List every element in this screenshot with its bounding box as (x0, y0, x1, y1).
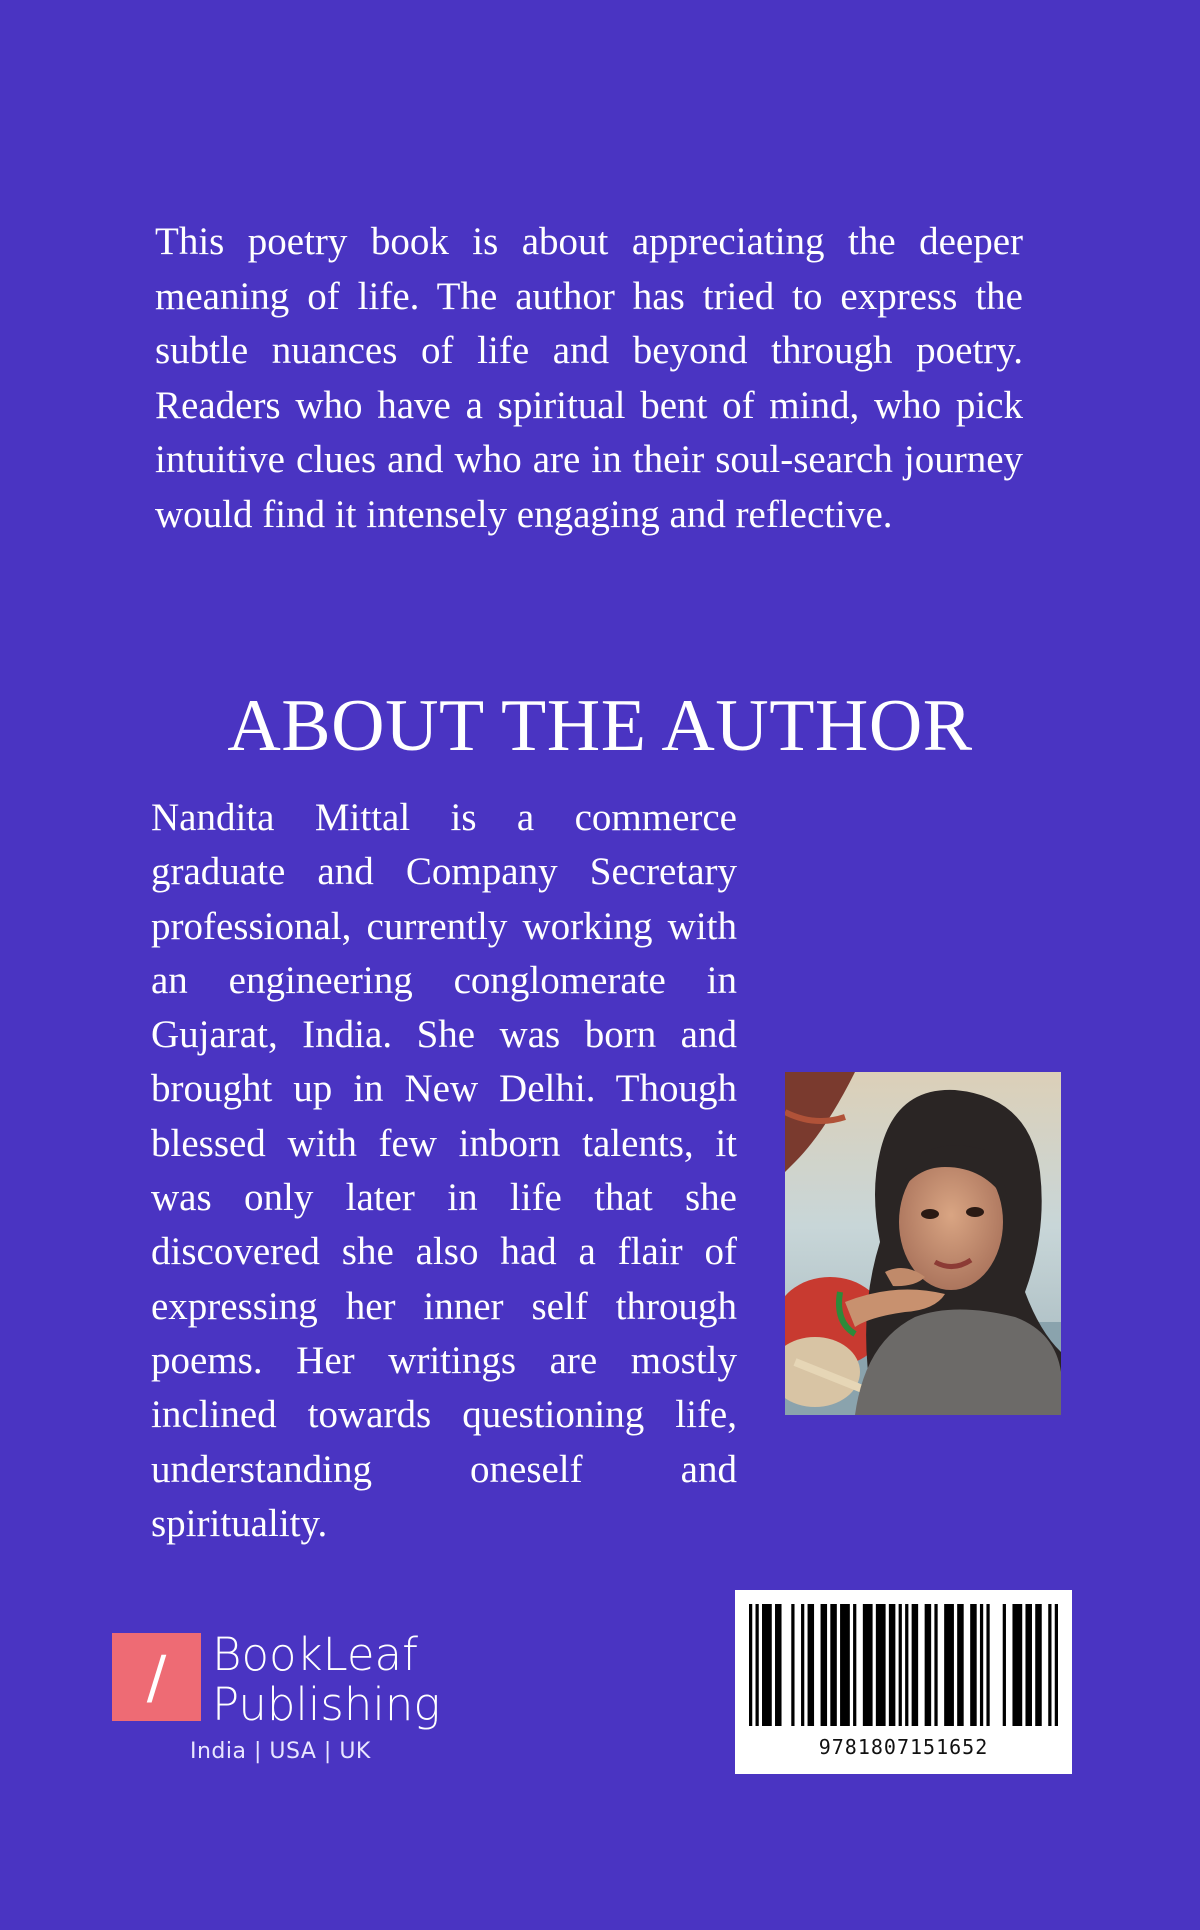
isbn-barcode (735, 1590, 1072, 1774)
barcode-bar (934, 1604, 937, 1726)
publisher-regions: India | USA | UK (190, 1739, 371, 1764)
publisher-slash-icon: / (112, 1633, 201, 1721)
barcode-bar (830, 1604, 837, 1726)
barcode-bar (1048, 1604, 1051, 1726)
barcode-bar (863, 1604, 873, 1726)
barcode-bar (756, 1604, 759, 1726)
barcode-bar (957, 1604, 964, 1726)
author-photo (785, 1072, 1061, 1415)
barcode-bar (899, 1604, 902, 1726)
barcode-bar (876, 1604, 886, 1726)
publisher-name-line2: Publishing (212, 1678, 441, 1731)
barcode-bar (821, 1604, 828, 1726)
barcode-bar (775, 1604, 782, 1726)
book-blurb: This poetry book is about appreciating the deeper meaning of life. The author has tried to express the subtle nuances of life and beyond through poetry. Readers who have a spiritual bent of mind, who pick intuitive clues and who are in their soul-search journey would find it intensely engaging and reflective. (155, 220, 1023, 536)
barcode-bar (944, 1604, 954, 1726)
publisher-logo (112, 1630, 442, 1770)
barcode-bar (1003, 1604, 1006, 1726)
barcode-bar (853, 1604, 856, 1726)
publisher-name (212, 1630, 440, 1730)
barcode-bar (762, 1604, 772, 1726)
barcode-bar (970, 1604, 977, 1726)
barcode-bar (1035, 1604, 1042, 1726)
about-author-heading: ABOUT THE AUTHOR (227, 685, 973, 767)
barcode-bar (905, 1604, 908, 1726)
barcode-bar (1025, 1604, 1032, 1726)
author-bio: Nandita Mittal is a commerce graduate and Company Secretary professional, currently working with an engineering conglomerate in Gujarat, India. She was born and brought up in New Delhi. Though blessed with few inborn talents, it was only later in life that she discovered she also had a flair of expressing her inner self through poems. Her writings are mostly inclined towards questioning life, understanding oneself and spirituality. (151, 796, 737, 1545)
barcode-bar (980, 1604, 983, 1726)
barcode-bar (1055, 1604, 1058, 1726)
barcode-bar (1012, 1604, 1022, 1726)
barcode-bar (808, 1604, 815, 1726)
barcode-bar (912, 1604, 919, 1726)
barcode-bars (749, 1604, 1058, 1726)
barcode-bar (986, 1604, 989, 1726)
publisher-name-line1: BookLeaf (212, 1628, 418, 1681)
barcode-bar (840, 1604, 850, 1726)
barcode-bar (749, 1604, 752, 1726)
isbn-number: 9781807151652 (818, 1735, 989, 1759)
barcode-bar (791, 1604, 794, 1726)
barcode-bar (801, 1604, 804, 1726)
barcode-bar (889, 1604, 896, 1726)
barcode-bar (925, 1604, 932, 1726)
